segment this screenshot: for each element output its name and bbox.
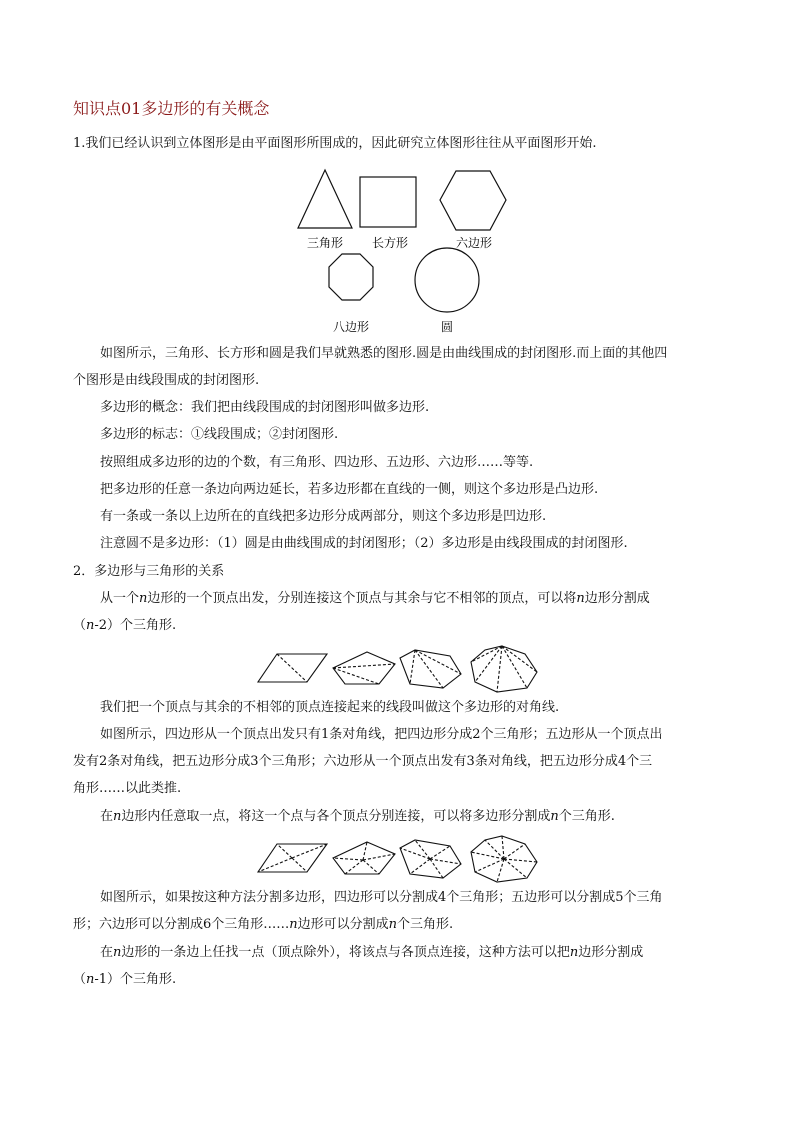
paragraph-diagonal-count-2: 发有2条对角线，把五边形分成3个三角形；六边形从一个顶点出发有3条对角线，把五边形分成4个三 xyxy=(73,754,653,769)
paragraph-figure-desc-2: 个图形是由线段围成的封闭图形. xyxy=(73,373,260,388)
octagon-label: 八边形 xyxy=(332,320,370,334)
quadrilateral-diagonal xyxy=(258,654,327,682)
paragraph-diagonal-count-1: 如图所示，四边形从一个顶点出发只有1条对角线，把四边形分成2个三角形；五边形从一个顶点出 xyxy=(100,727,663,742)
pentagon-interior-split xyxy=(333,842,395,874)
interior-point-figure xyxy=(255,834,545,884)
paragraph-edge-point-2: （n-1）个三角形. xyxy=(73,972,177,987)
paragraph-interior-result-2: 形；六边形可以分割成6个三角形……n边形可以分割成n个三角形. xyxy=(73,917,454,932)
paragraph-polygon-types: 按照组成多边形的边的个数，有三角形、四边形、五边形、六边形……等等. xyxy=(100,455,534,470)
paragraph-interior-result-1: 如图所示，如果按这种方法分割多边形，四边形可以分割成4个三角形；五边形可以分割成5个三角 xyxy=(100,890,663,905)
hexagon-shape xyxy=(440,171,506,230)
quadrilateral-interior-split xyxy=(258,844,327,872)
octagon-diagonals xyxy=(471,646,537,692)
diagonals-figure xyxy=(255,644,545,694)
section-heading: 知识点01多边形的有关概念 xyxy=(73,99,270,118)
paragraph-concave: 有一条或一条以上边所在的直线把多边形分成两部分，则这个多边形是凹边形. xyxy=(100,509,547,524)
circle-label: 圆 xyxy=(440,320,454,334)
hexagon-diagonals xyxy=(400,650,461,688)
octagon-interior-split xyxy=(471,836,537,882)
triangle-shape xyxy=(298,170,352,228)
pentagon-diagonals xyxy=(333,652,395,684)
paragraph-note-circle: 注意圆不是多边形：（1）圆是由曲线围成的封闭图形；（2）多边形是由线段围成的封闭图形. xyxy=(100,536,628,551)
circle-shape xyxy=(415,248,479,312)
paragraph-convex: 把多边形的任意一条边向两边延长，若多边形都在直线的一侧，则这个多边形是凸边形. xyxy=(100,482,599,497)
rectangle-label: 长方形 xyxy=(371,236,409,250)
paragraph-diagonal-count-3: 角形……以此类推. xyxy=(73,781,182,796)
paragraph-vertex-split-1: 从一个n边形的一个顶点出发，分别连接这个顶点与其余与它不相邻的顶点，可以将n边形分割成 xyxy=(100,591,650,606)
octagon-shape xyxy=(329,254,373,300)
hexagon-label: 六边形 xyxy=(455,236,493,250)
shapes-figure xyxy=(290,165,520,345)
paragraph-figure-desc-1: 如图所示，三角形、长方形和圆是我们早就熟悉的图形.圆是由曲线围成的封闭图形.而上面的其他四 xyxy=(100,346,668,361)
section-2-heading: 2．多边形与三角形的关系 xyxy=(73,564,225,579)
hexagon-interior-split xyxy=(400,840,461,878)
paragraph-diagonal-def: 我们把一个顶点与其余的不相邻的顶点连接起来的线段叫做这个多边形的对角线. xyxy=(100,700,560,715)
paragraph-interior-point: 在n边形内任意取一点，将这一个点与各个顶点分别连接，可以将多边形分割成n个三角形. xyxy=(100,809,615,824)
paragraph-edge-point-1: 在n边形的一条边上任找一点（顶点除外），将该点与各顶点连接，这种方法可以把n边形分割成 xyxy=(100,945,644,960)
rectangle-shape xyxy=(360,177,416,227)
paragraph-polygon-concept: 多边形的概念：我们把由线段围成的封闭图形叫做多边形. xyxy=(100,400,430,415)
paragraph-vertex-split-2: （n-2）个三角形. xyxy=(73,618,177,633)
paragraph-polygon-signs: 多边形的标志：①线段围成；②封闭图形. xyxy=(100,427,339,442)
paragraph-intro: 1.我们已经认识到立体图形是由平面图形所围成的，因此研究立体图形往往从平面图形开始. xyxy=(73,136,597,151)
triangle-label: 三角形 xyxy=(306,236,344,250)
